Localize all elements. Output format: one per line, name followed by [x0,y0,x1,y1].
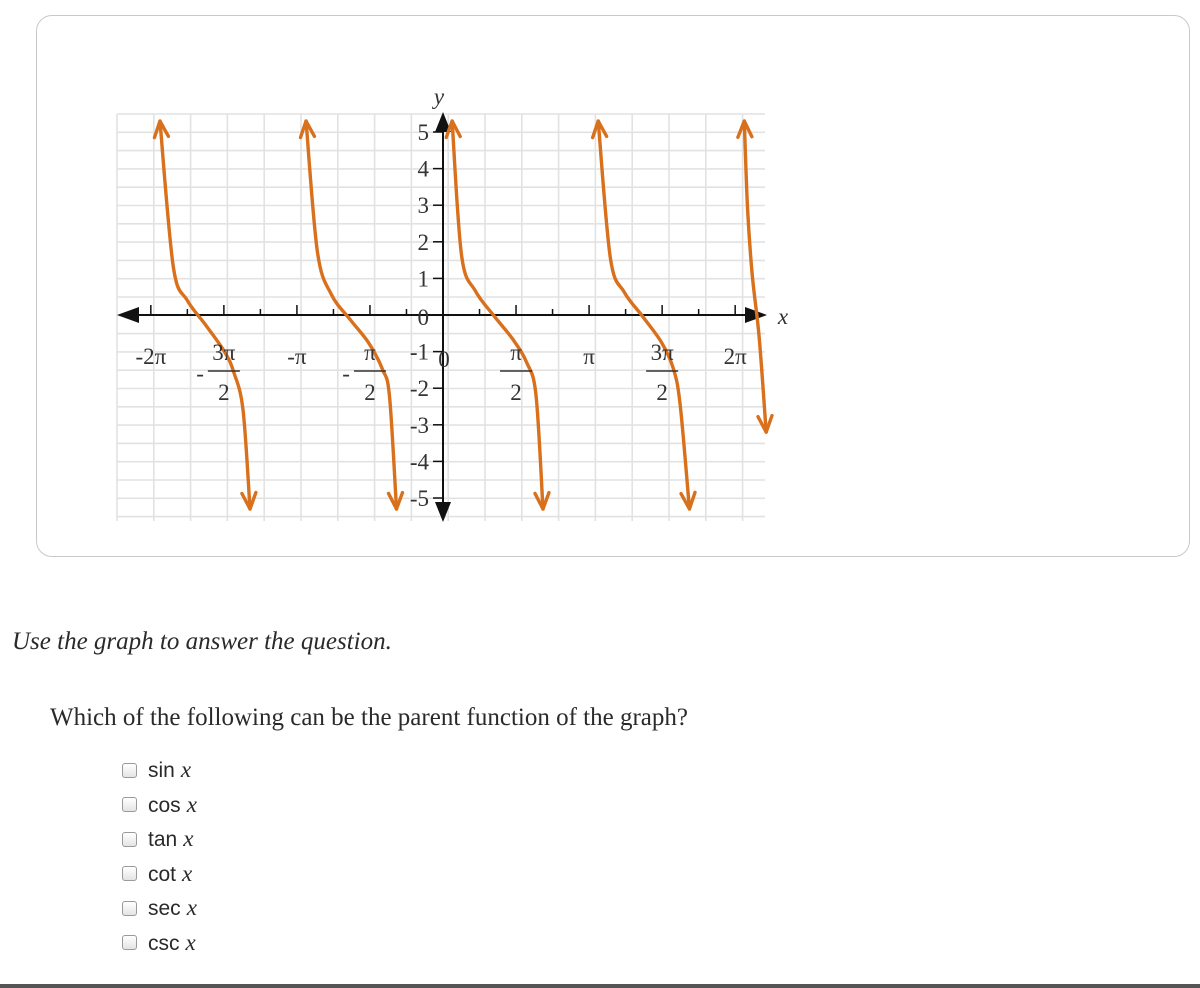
x-tick-label-denominator: 2 [510,380,522,405]
x-origin-label: 0 [438,347,450,372]
x-tick-label: π [583,344,595,369]
x-tick-label: -2π [135,344,167,369]
grid [117,114,765,521]
y-tick-label-zero: 0 [417,305,429,330]
y-axis-label: y [433,84,445,109]
x-axis-left-arrow [117,307,139,323]
variable: x [183,826,194,852]
function-name: csc [148,931,180,955]
y-tick-label: -1 [409,339,429,365]
option-label [148,792,197,818]
variable: x [182,860,193,886]
x-tick-label-numerator: 3π [212,340,236,365]
x-tick-label-numerator: π [364,340,376,365]
variable: x [185,929,196,955]
checkbox[interactable] [122,866,137,881]
graph-card [36,15,1190,557]
x-tick-label: 2π [723,344,747,369]
x-tick-label-sign: - [342,361,350,386]
function-name: sin [148,759,175,783]
checkbox[interactable] [122,901,137,916]
x-tick-label-numerator: π [510,340,522,365]
bottom-divider [0,984,1200,988]
y-tick-label: 3 [417,193,429,219]
function-name: tan [148,828,178,852]
x-tick-label-denominator: 2 [218,380,230,405]
option-sin[interactable] [122,753,197,788]
function-name: sec [148,897,181,921]
x-tick-label-numerator: 3π [650,340,674,365]
instruction-text: Use the graph to answer the question. [12,628,392,655]
y-tick-label: -4 [409,449,429,475]
x-tick-label: -π [287,344,307,369]
x-tick-label-denominator: 2 [656,380,668,405]
y-tick-label: 1 [417,266,429,292]
x-tick-label-sign: - [196,361,204,386]
y-tick-label: -3 [409,412,429,438]
y-tick-label: -2 [409,376,429,402]
x-tick-label-denominator: 2 [364,380,376,405]
cotangent-graph [37,16,1191,558]
option-label [148,826,193,852]
variable: x [186,791,197,817]
y-tick-label: 5 [417,120,429,145]
option-label [148,895,197,921]
x-axis-label: x [777,304,789,329]
checkbox[interactable] [122,832,137,847]
y-tick-label: 2 [417,229,429,255]
option-sec[interactable] [122,891,197,926]
y-tick-label: -5 [409,486,429,511]
variable: x [180,757,192,783]
option-cot[interactable] [122,857,197,892]
question-text: Which of the following can be the parent function of the graph? [50,704,688,731]
checkbox[interactable] [122,797,137,812]
option-label [148,861,192,887]
curve-branch [744,121,766,432]
checkbox[interactable] [122,763,137,778]
option-label [148,757,191,783]
function-name: cot [148,862,177,886]
variable: x [186,895,197,921]
option-tan[interactable] [122,822,197,857]
answer-options [122,753,197,960]
y-tick-label: 4 [417,156,429,182]
checkbox[interactable] [122,935,137,950]
option-cos[interactable] [122,788,197,823]
option-label [148,930,196,956]
option-csc[interactable] [122,926,197,961]
function-name: cos [148,793,181,817]
